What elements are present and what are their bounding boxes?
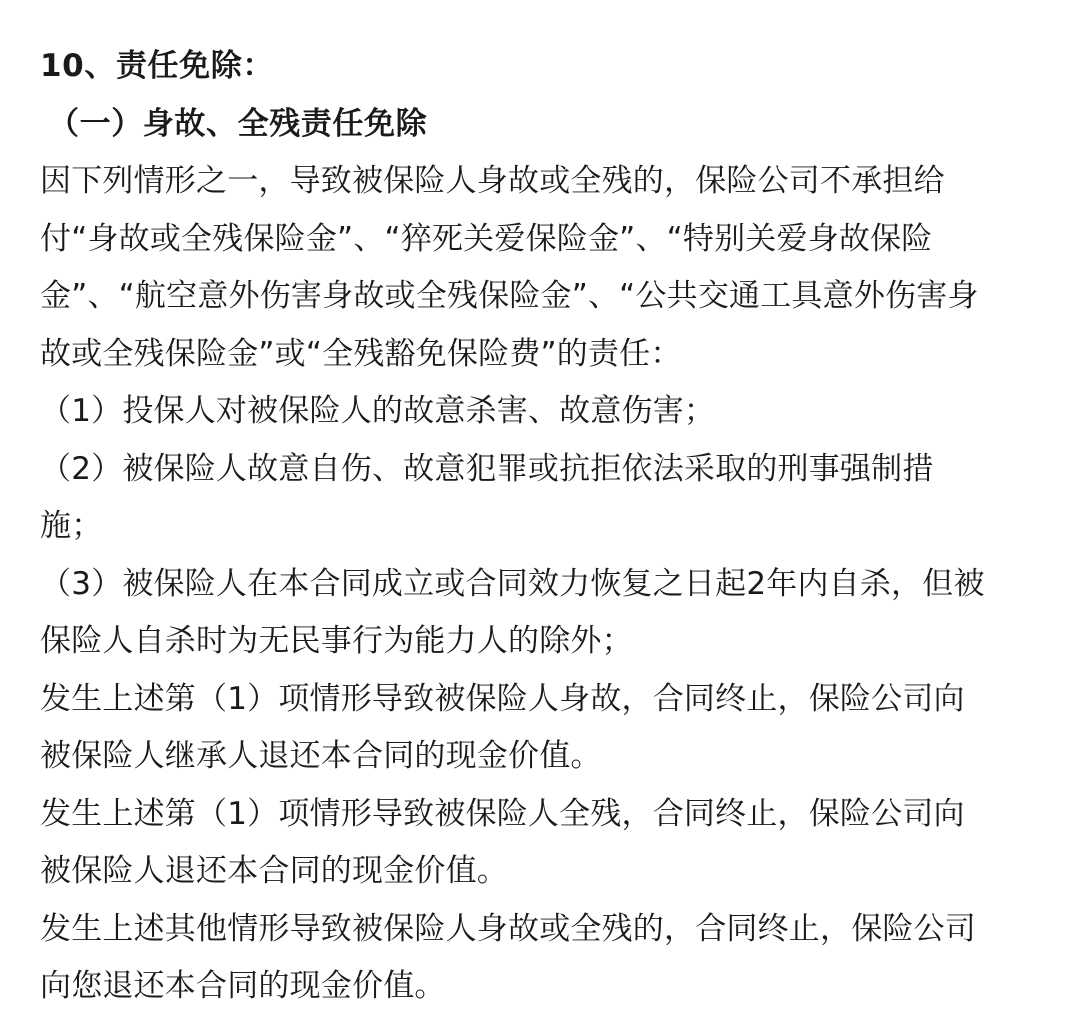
- exclusion-line: 施；: [40, 508, 103, 544]
- consequence-paragraph-1: [40, 671, 1050, 786]
- exclusion-item-3: [40, 556, 1050, 671]
- consequence-line: 发生上述其他情形导致被保险人身故或全残的，合同终止，保险公司: [40, 910, 976, 947]
- consequence-line: 被保险人继承人退还本合同的现金价值。: [40, 738, 602, 774]
- consequence-paragraph-3: [40, 901, 1050, 1016]
- exclusion-line: （2）被保险人故意自伤、故意犯罪或抗拒依法采取的刑事强制措: [40, 450, 934, 487]
- intro-line: 因下列情形之一，导致被保险人身故或全残的，保险公司不承担给: [40, 163, 945, 199]
- subsection-heading: （一）身故、全残责任免除: [48, 105, 428, 142]
- consequence-list: [40, 671, 1050, 1016]
- exclusion-item-2: [40, 441, 1050, 556]
- consequence-line: 发生上述第（1）项情形导致被保险人身故，合同终止，保险公司向: [40, 680, 965, 717]
- consequence-line: 向您退还本合同的现金价值。: [40, 968, 446, 1004]
- exclusion-line: 保险人自杀时为无民事行为能力人的除外；: [40, 623, 633, 659]
- consequence-paragraph-2: [40, 786, 1050, 901]
- exclusion-line: （3）被保险人在本合同成立或合同效力恢复之日起2年内自杀，但被: [40, 565, 985, 602]
- document-body: [40, 38, 1050, 1016]
- exclusion-item-1: [40, 383, 1050, 441]
- intro-line: 付“身故或全残保险金”、“猝死关爱保险金”、“特别关爱身故保险: [40, 220, 933, 257]
- intro-paragraph: [40, 153, 1050, 383]
- intro-line: 金”、“航空意外伤害身故或全残保险金”、“公共交通工具意外伤害身: [40, 278, 979, 314]
- consequence-line: 被保险人退还本合同的现金价值。: [40, 853, 508, 889]
- exclusion-list: [40, 383, 1050, 671]
- intro-line: 故或全残保险金”或“全残豁免保险费”的责任：: [40, 335, 682, 372]
- consequence-line: 发生上述第（1）项情形导致被保险人全残，合同终止，保险公司向: [40, 795, 965, 832]
- exclusion-line: （1）投保人对被保险人的故意杀害、故意伤害；: [40, 393, 716, 429]
- section-heading: 10、责任免除：: [40, 48, 274, 84]
